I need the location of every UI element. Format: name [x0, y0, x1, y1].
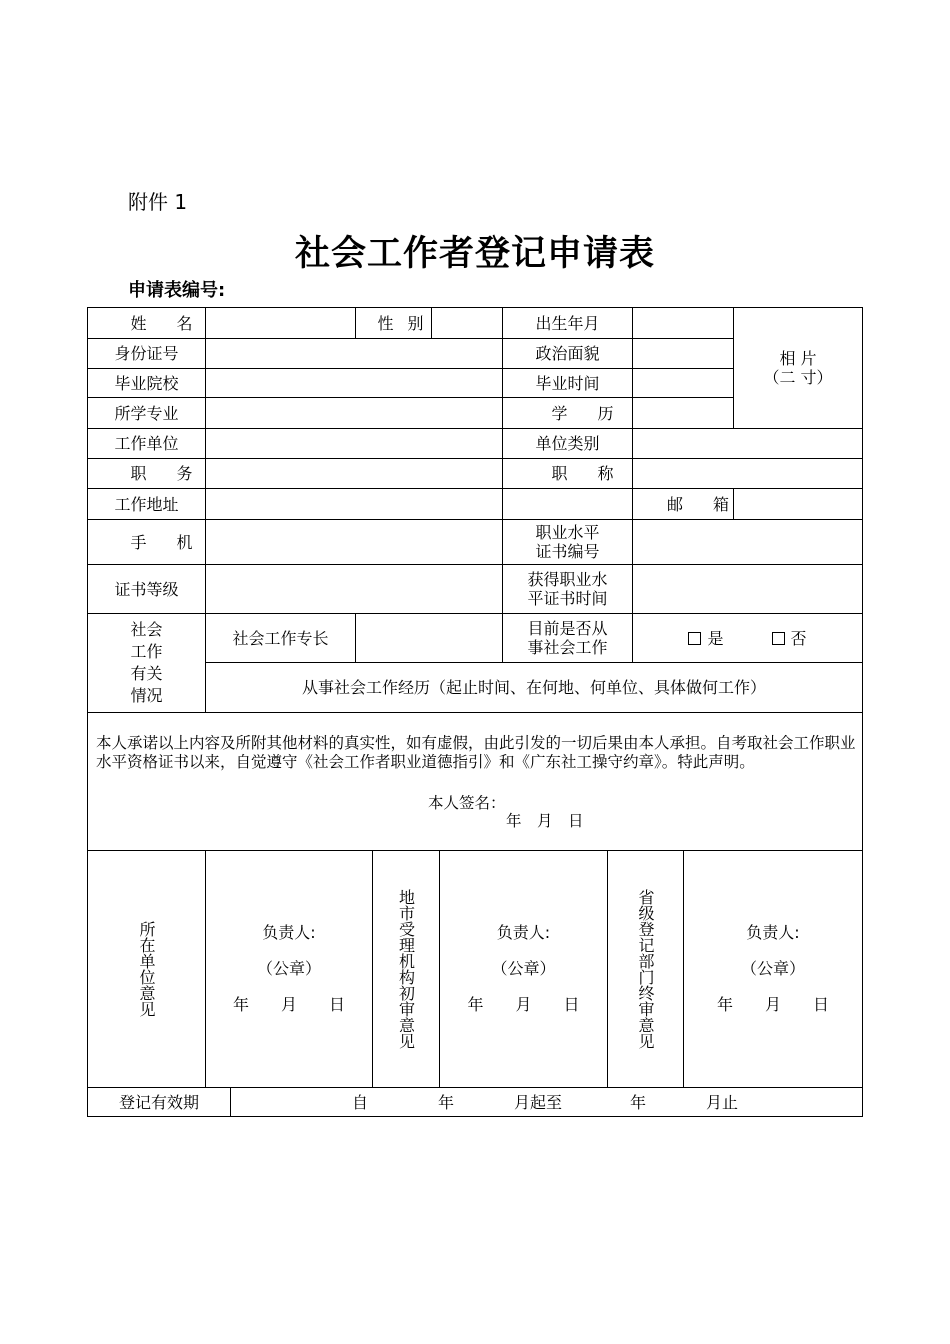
- city-date-label: 年 月 日: [467, 995, 580, 1014]
- postcode-field[interactable]: [734, 489, 862, 519]
- cert-number-label: [503, 520, 632, 564]
- city-seal-label: （公章）: [491, 959, 556, 978]
- validity-month-to: 月止: [706, 1093, 739, 1112]
- validity-from: 自: [352, 1093, 369, 1112]
- address-field[interactable]: [206, 489, 632, 519]
- social-work-label-line2: 工作: [130, 642, 163, 661]
- major-label: 所学专业: [114, 403, 179, 423]
- unit-date-label: 年 月 日: [232, 995, 345, 1014]
- cert-time-label-line2: 平证书时间: [527, 589, 608, 608]
- no-option[interactable]: [772, 629, 807, 648]
- social-work-label-line1: 社会: [130, 620, 163, 639]
- political-label: 政治面貌: [535, 344, 600, 363]
- social-work-label-line4: 情况: [130, 686, 163, 705]
- cert-time-label: [503, 565, 632, 613]
- city-responsible-label: 负责人:: [496, 923, 551, 942]
- id-number-label: 身份证号: [114, 344, 179, 363]
- mobile-label: 手机: [130, 532, 223, 552]
- yes-option[interactable]: [688, 629, 723, 648]
- photo-box: [734, 308, 862, 428]
- job-title-label: 职称: [551, 464, 644, 483]
- city-opinion-text: 地市受理机构初审意见: [396, 889, 416, 1049]
- specialty-label: 社会工作专长: [232, 628, 329, 648]
- city-opinion-box[interactable]: [440, 851, 607, 1087]
- validity-year-to: 年: [630, 1093, 647, 1112]
- school-label: 毕业院校: [114, 373, 179, 393]
- photo-label: 相 片: [779, 349, 817, 368]
- city-opinion-label: [373, 851, 439, 1087]
- form-title: 社会工作者登记申请表: [294, 233, 655, 274]
- province-opinion-text: 省级登记部门终审意见: [636, 889, 655, 1049]
- province-date-label: 年 月 日: [716, 995, 829, 1014]
- currently-label-line1: 目前是否从: [527, 619, 608, 638]
- signature-label: 本人签名：: [428, 794, 506, 812]
- major-field[interactable]: [206, 398, 502, 428]
- id-number-field[interactable]: [206, 339, 502, 368]
- validity-year-from: 年: [438, 1093, 455, 1112]
- currently-options: [633, 614, 862, 662]
- cert-level-label: 证书等级: [114, 579, 179, 599]
- gender-label: 性别: [377, 313, 438, 333]
- cert-number-label-line2: 证书编号: [535, 542, 600, 561]
- validity-month-from: 月起至: [514, 1093, 563, 1112]
- photo-size-label: （二 寸）: [763, 368, 833, 387]
- cert-time-field[interactable]: [633, 565, 862, 613]
- yes-checkbox-icon[interactable]: [688, 632, 701, 645]
- attachment-label: 附件 1: [128, 190, 188, 214]
- grad-time-field[interactable]: [633, 369, 733, 397]
- employer-label: 工作单位: [114, 434, 179, 453]
- cert-number-field[interactable]: [633, 520, 862, 564]
- form-number-label: 申请表编号:: [128, 280, 226, 301]
- specialty-field[interactable]: [356, 614, 502, 662]
- pledge-text: 本人承诺以上内容及所附其他材料的真实性，如有虚假，由此引发的一切后果由本人承担。自考取社会工作职业水平资格证书以来，自觉遵守《社会工作者职业道德指引》和《广东社工操守约章》。特此声明。: [96, 734, 856, 771]
- unit-opinion-label: [88, 851, 205, 1087]
- school-field[interactable]: [206, 369, 502, 397]
- cert-time-label-line1: 获得职业水: [527, 570, 608, 589]
- education-field[interactable]: [633, 398, 733, 428]
- social-work-label-line3: 有关: [130, 664, 163, 683]
- cert-level-field[interactable]: [206, 565, 502, 613]
- employer-type-field[interactable]: [633, 429, 862, 458]
- grad-time-label: 毕业时间: [535, 373, 600, 393]
- province-responsible-label: 负责人:: [746, 923, 800, 942]
- currently-label-line2: 事社会工作: [527, 638, 608, 657]
- education-label: 学历: [551, 403, 644, 423]
- experience-label: 从事社会工作经历（起止时间、在何地、何单位、具体做何工作）: [301, 678, 766, 697]
- mobile-field[interactable]: [206, 520, 502, 564]
- job-title-field[interactable]: [633, 459, 862, 488]
- unit-opinion-box[interactable]: [206, 851, 372, 1087]
- unit-opinion-text: 所在单位意见: [137, 921, 156, 1017]
- no-label: 否: [790, 628, 807, 648]
- position-field[interactable]: [206, 459, 502, 488]
- unit-seal-label: （公章）: [256, 959, 321, 978]
- validity-label: 登记有效期: [118, 1092, 199, 1112]
- province-opinion-box[interactable]: [684, 851, 862, 1087]
- employer-type-label: 单位类别: [535, 434, 600, 453]
- name-field[interactable]: [206, 308, 355, 338]
- pledge-date: 年 月 日: [506, 812, 584, 830]
- gender-field[interactable]: [432, 308, 502, 338]
- yes-label: 是: [707, 628, 724, 648]
- unit-responsible-label: 负责人:: [262, 923, 316, 942]
- political-field[interactable]: [633, 339, 733, 368]
- address-label: 工作地址: [114, 494, 179, 514]
- employer-field[interactable]: [206, 429, 502, 458]
- name-label: 姓名: [130, 313, 223, 333]
- social-work-section-label: [88, 614, 205, 712]
- position-label: 职务: [130, 464, 223, 483]
- cert-number-label-line1: 职业水平: [535, 523, 600, 542]
- birth-field[interactable]: [633, 308, 733, 338]
- birth-label: 出生年月: [535, 313, 600, 333]
- currently-label: [503, 614, 632, 662]
- postcode-label: 邮箱: [666, 494, 759, 514]
- no-checkbox-icon[interactable]: [772, 632, 785, 645]
- province-seal-label: （公章）: [740, 959, 805, 978]
- province-opinion-label: [608, 851, 683, 1087]
